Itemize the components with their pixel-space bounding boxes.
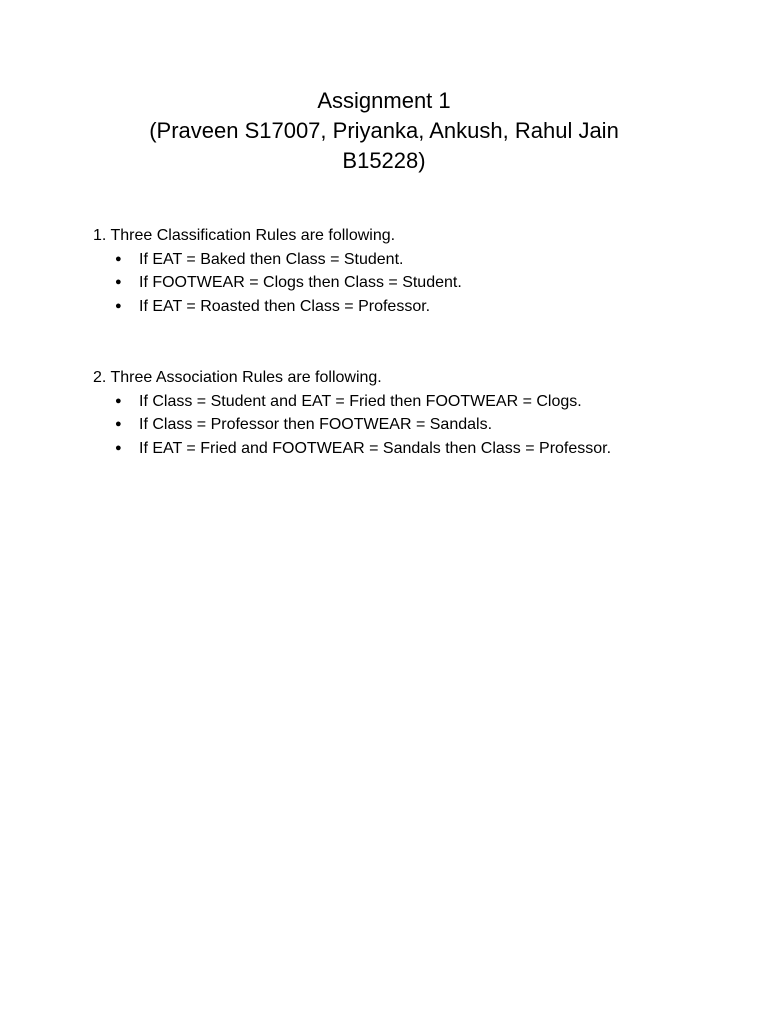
rule-text: If EAT = Baked then Class = Student. <box>139 250 404 268</box>
rule-text: If Class = Professor then FOOTWEAR = Sandals. <box>139 416 493 433</box>
document-title <box>0 86 768 176</box>
classification-rules-list <box>93 248 733 319</box>
rule-text: If Class = Student and EAT = Fried then FOOTWEAR = Clogs. <box>139 392 582 410</box>
association-rules-section <box>93 366 733 460</box>
association-rules-heading: 2. Three Association Rules are following. <box>93 369 382 386</box>
classification-rules-section <box>93 224 733 318</box>
bullet-icon: ● <box>115 276 122 288</box>
bullet-icon: ● <box>115 252 122 265</box>
title-line-3: B15228) <box>342 148 426 173</box>
list-item <box>93 390 733 414</box>
bullet-icon: ● <box>115 418 122 430</box>
list-item <box>93 271 733 295</box>
title-line-2: (Praveen S17007, Priyanka, Ankush, Rahul Jain <box>149 118 619 143</box>
list-item <box>93 295 733 319</box>
list-item <box>93 248 733 272</box>
rule-text: If EAT = Fried and FOOTWEAR = Sandals then Class = Professor. <box>139 439 612 457</box>
rule-text: If FOOTWEAR = Clogs then Class = Student. <box>139 274 462 291</box>
bullet-icon: ● <box>115 394 122 407</box>
bullet-icon: ● <box>115 299 122 312</box>
list-item <box>93 413 733 437</box>
association-rules-list <box>93 390 733 461</box>
bullet-icon: ● <box>115 441 122 454</box>
classification-rules-heading: 1. Three Classification Rules are following. <box>93 227 396 244</box>
list-item <box>93 437 733 461</box>
title-line-1: Assignment 1 <box>317 88 451 113</box>
rule-text: If EAT = Roasted then Class = Professor. <box>139 297 431 315</box>
